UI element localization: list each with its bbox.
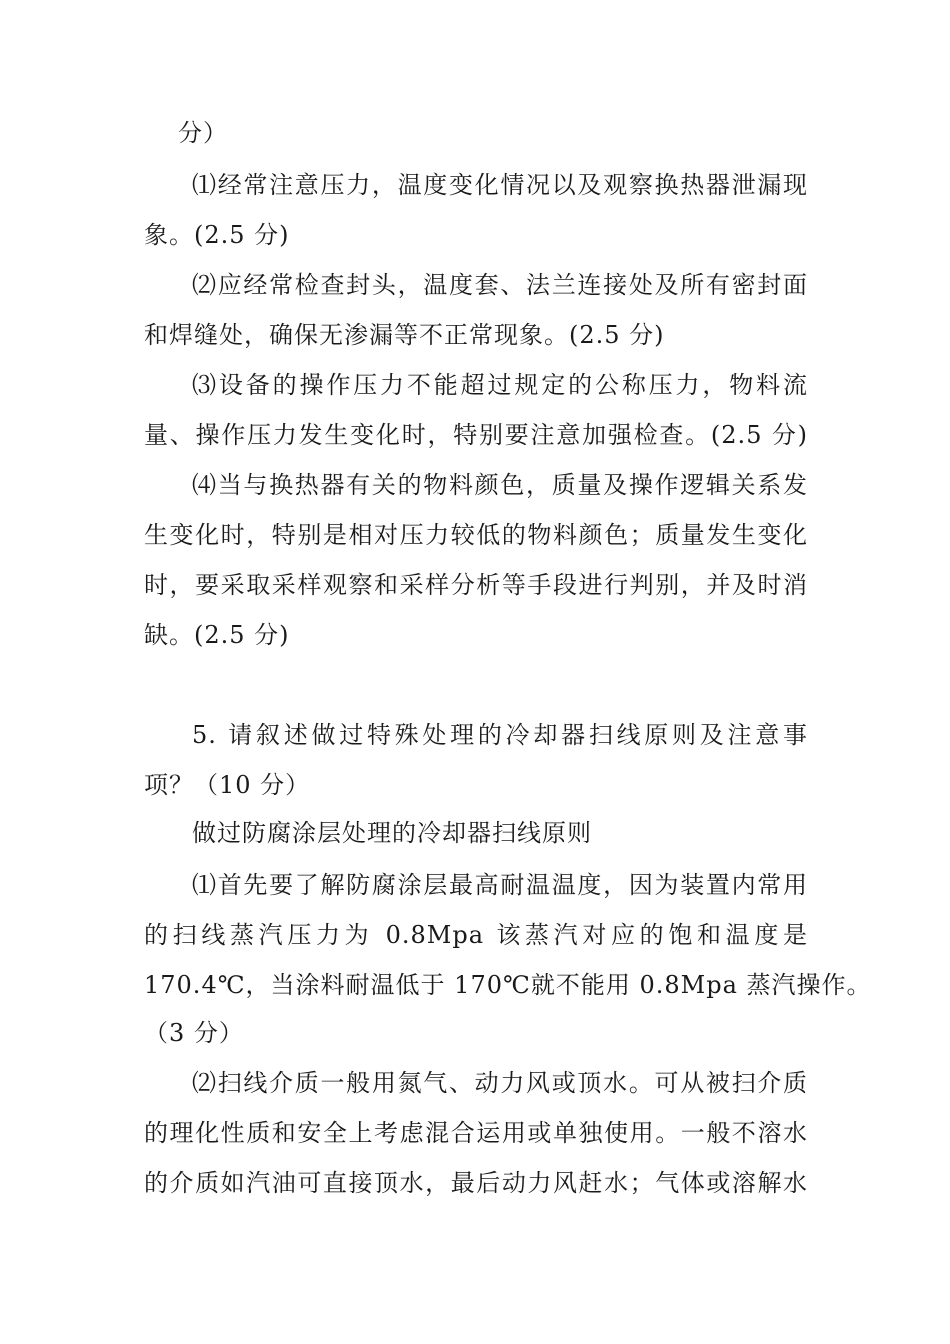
text-line: 和焊缝处，确保无渗漏等不正常现象。(2.5 分) — [144, 321, 665, 349]
text-line: ⑵应经常检查封头，温度套、法兰连接处及所有密封面 — [192, 271, 808, 299]
text-line: ⑷当与换热器有关的物料颜色，质量及操作逻辑关系发 — [192, 471, 808, 499]
text-line: ⑴首先要了解防腐涂层最高耐温温度，因为装置内常用 — [192, 871, 808, 899]
text-line: ⑶设备的操作压力不能超过规定的公称压力，物料流 — [192, 371, 808, 399]
text-line: 时，要采取采样观察和采样分析等手段进行判别，并及时消 — [144, 571, 808, 599]
question-heading: 项？（10 分） — [144, 771, 311, 799]
text-line: ⑵扫线介质一般用氮气、动力风或顶水。可从被扫介质 — [192, 1069, 808, 1097]
section-subtitle: 做过防腐涂层处理的冷却器扫线原则 — [192, 819, 592, 847]
text-line: 的理化性质和安全上考虑混合运用或单独使用。一般不溶水 — [144, 1119, 808, 1147]
text-line: 象。(2.5 分) — [144, 221, 290, 249]
text-line: 的扫线蒸汽压力为 0.8Mpa 该蒸汽对应的饱和温度是 — [144, 921, 808, 949]
text-line: 量、操作压力发生变化时，特别要注意加强检查。(2.5 分) — [144, 421, 808, 449]
text-line: ⑴经常注意压力，温度变化情况以及观察换热器泄漏现 — [192, 171, 808, 199]
text-line: 缺。(2.5 分) — [144, 621, 290, 649]
text-line: 分） — [178, 119, 228, 147]
text-line: （3 分） — [144, 1019, 244, 1047]
text-line: 生变化时，特别是相对压力较低的物料颜色；质量发生变化 — [144, 521, 808, 549]
text-line: 的介质如汽油可直接顶水，最后动力风赶水；气体或溶解水 — [144, 1169, 808, 1197]
question-heading: 5. 请叙述做过特殊处理的冷却器扫线原则及注意事 — [192, 721, 808, 749]
text-line: 170.4℃，当涂料耐温低于 170℃就不能用 0.8Mpa 蒸汽操作。 — [144, 971, 872, 999]
